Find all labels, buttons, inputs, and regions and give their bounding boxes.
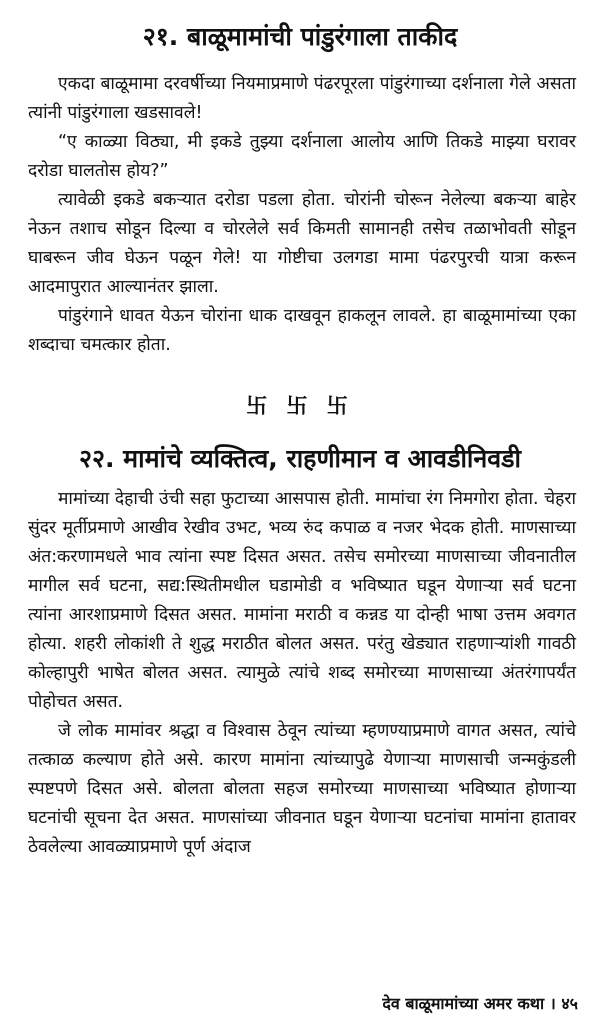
chapter-22-body	[28, 485, 576, 862]
paragraph: त्यावेळी इकडे बकऱ्यात दरोडा पडला होता. चोरांनी चोरून नेलेल्या बकऱ्या बाहेर नेऊन तशाच सोडून दिल्या व चोरलेले सर्व किमती सामानही तसेच तळाभोवती सोडून घाबरून जीव घेऊन पळून गेले! या गोष्टीचा उलगडा मामा पंढरपुरची यात्रा करून आदमापुरात आल्यानंतर झाला.	[28, 190, 576, 297]
chapter-21-body	[28, 70, 576, 360]
paragraph: पांडुरंगाने धावत येऊन चोरांना धाक दाखवून हाकलून लावले. हा बाळूमामांच्या एका शब्दाचा चमत्कार होता.	[28, 306, 576, 355]
page-footer: देव बाळूमामांच्या अमर कथा । ४५	[382, 994, 578, 1013]
paragraph: मामांच्या देहाची उंची सहा फुटाच्या आसपास होती. मामांचा रंग निमगोरा होता. चेहरा सुंदर मूर्तीप्रमाणे आखीव रेखीव उभट, भव्य रुंद कपाळ व नजर भेदक होती. माणसाच्या अंत:करणामधले भाव त्यांना स्पष्ट दिसत असत. तसेच समोरच्या माणसाच्या जीवनातील मागील सर्व घटना, सद्य:स्थितीमधील घडामोडी व भविष्यात घडून येणाऱ्या सर्व घटना त्यांना आरशाप्रमाणे दिसत असत. मामांना मराठी व कन्नड या दोन्ही भाषा उत्तम अवगत होत्या. शहरी लोकांशी ते शुद्ध मराठीत बोलत असत. परंतु खेड्यात राहणाऱ्यांशी गावठी कोल्हापुरी भाषेत बोलत असत. त्यामुळे त्यांचे शब्द समोरच्या माणसाच्या अंतरंगापर्यंत पोहोचत असत.	[28, 489, 576, 712]
chapter-21-heading: २१. बाळूमामांची पांडुरंगाला ताकीद	[142, 22, 458, 51]
paragraph: जे लोक मामांवर श्रद्धा व विश्वास ठेवून त्यांच्या म्हणण्याप्रमाणे वागत असत, त्यांचे तत्काळ कल्याण होते असे. कारण मामांना त्यांच्यापुढे येणाऱ्या माणसाची जन्मकुंडली स्पष्टपणे दिसत असे. बोलता बोलता सहज समोरच्या माणसाच्या भविष्यात होणाऱ्या घटनांची सूचना देत असत. माणसांच्या जीवनात घडून येणाऱ्या घटनांचा मामांना हातावर ठेवलेल्या आवळ्याप्रमाणे पूर्ण अंदाज	[28, 721, 576, 857]
paragraph: “ए काळ्या विठ्या, मी इकडे तुझ्या दर्शनाला आलोय आणि तिकडे माझ्या घरावर दरोडा घालतोस होय?”	[28, 132, 576, 181]
section-separator: 卐 卐 卐	[246, 394, 354, 418]
paragraph: एकदा बाळूमामा दरवर्षीच्या नियमाप्रमाणे पंढरपूरला पांडुरंगाच्या दर्शनाला गेले असता त्यांनी पांडुरंगाला खडसावले!	[28, 74, 576, 123]
chapter-22-heading: २२. मामांचे व्यक्तित्व, राहणीमान व आवडीनिवडी	[78, 444, 522, 473]
